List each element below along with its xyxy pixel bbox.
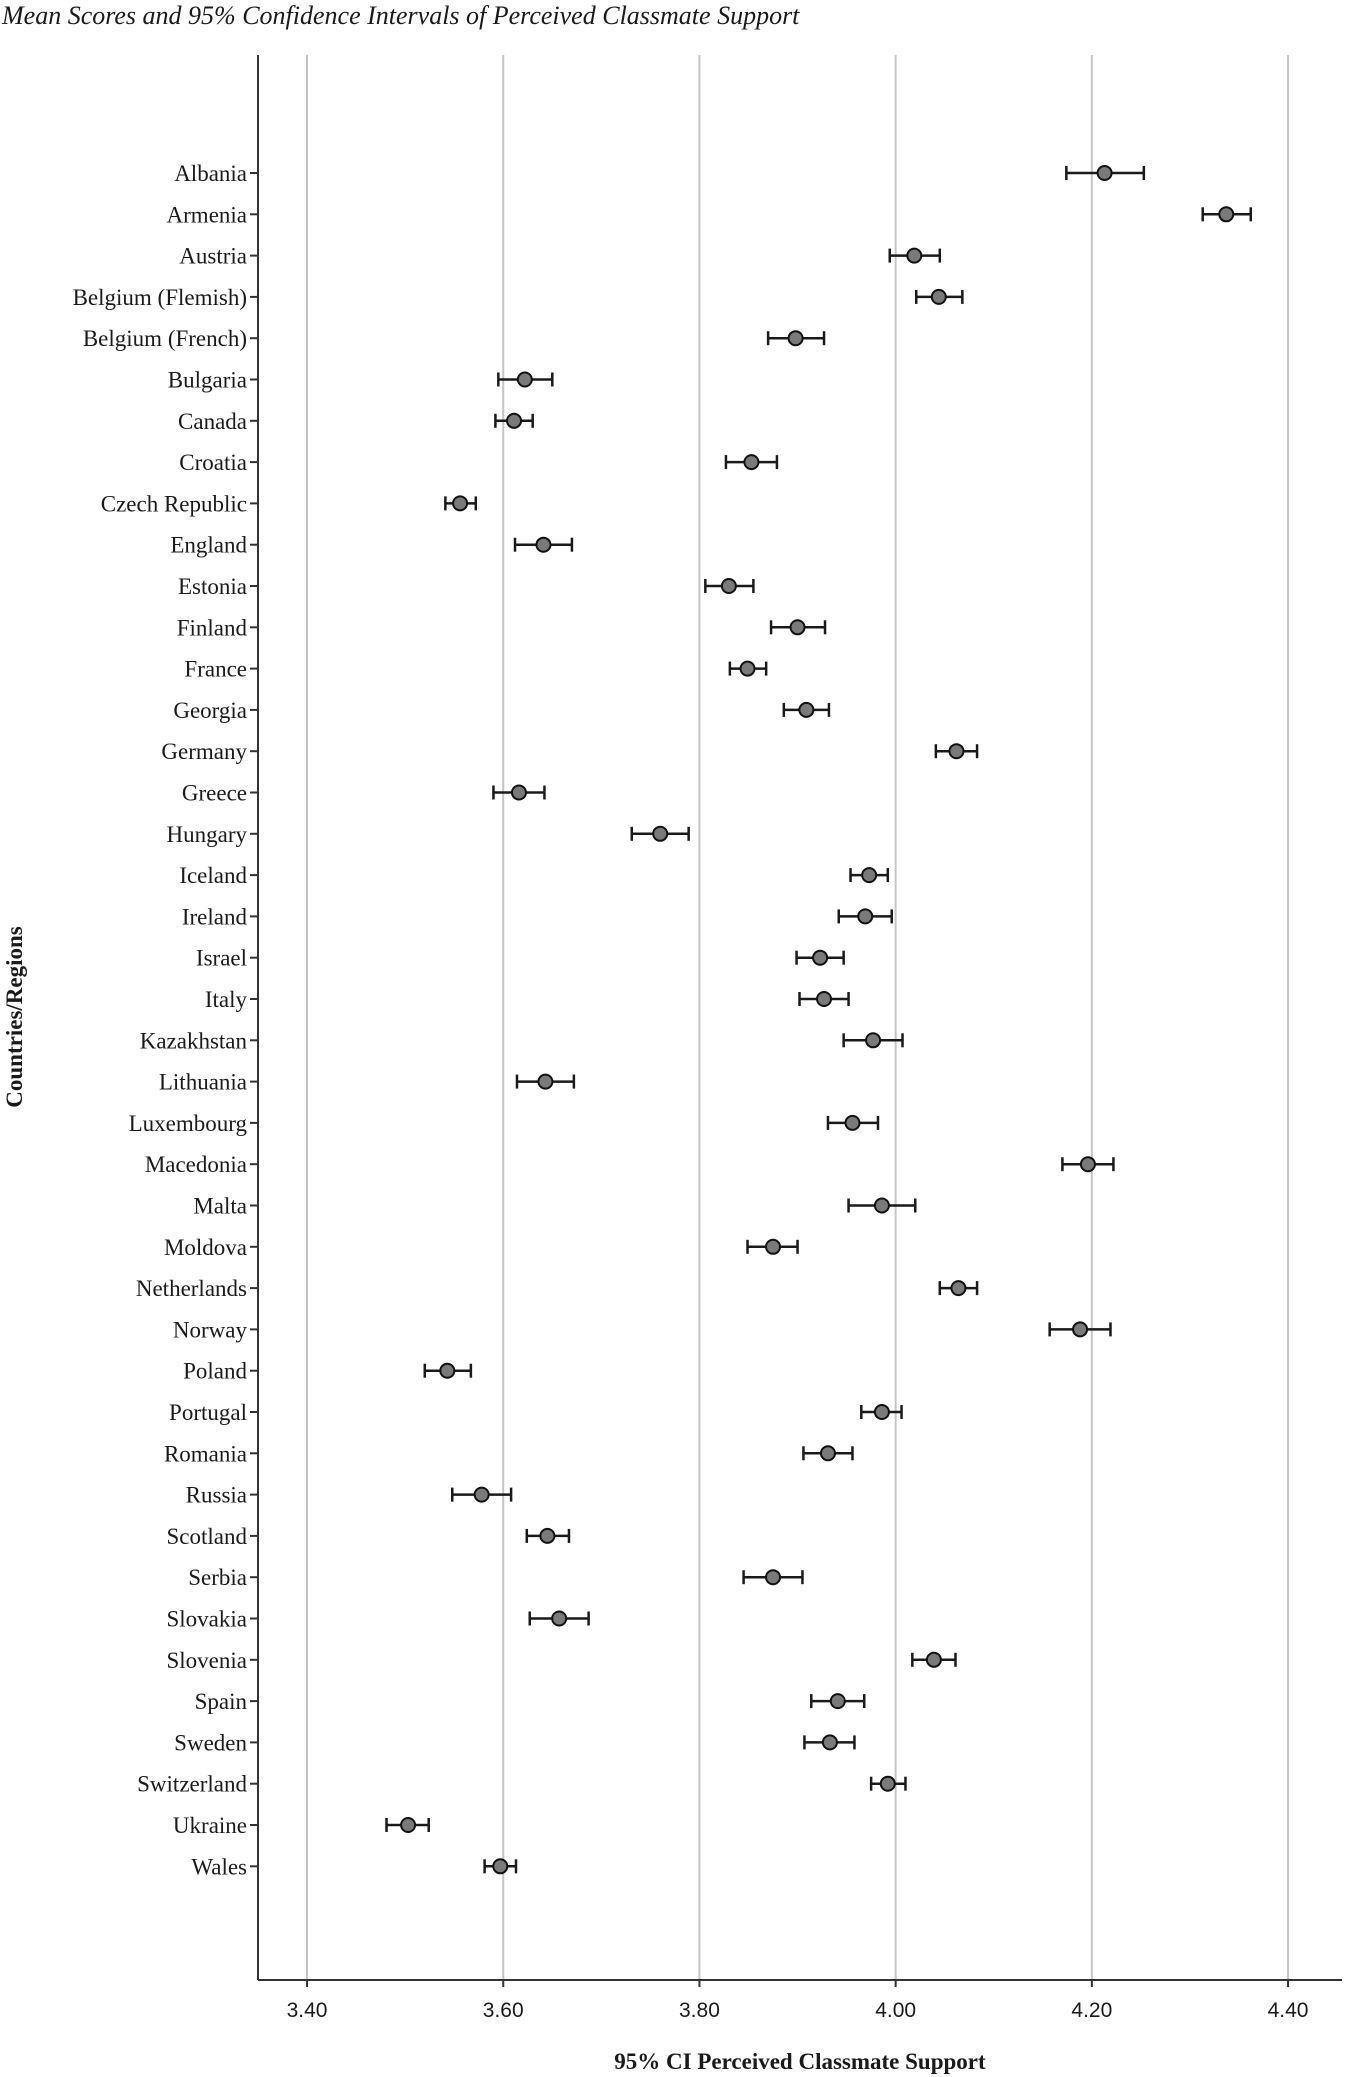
x-tick-labels [287, 1980, 1309, 2022]
mean-point [791, 620, 805, 634]
category-label: Canada [178, 408, 247, 434]
ci-row [1062, 1157, 1113, 1171]
y-axis-title: Countries/Regions [2, 926, 27, 1108]
ci-row [851, 868, 888, 882]
ci-row [387, 1818, 429, 1832]
x-axis-title: 95% CI Perceived Classmate Support [614, 2049, 986, 2074]
category-label: Wales [191, 1854, 247, 1880]
mean-point [817, 992, 831, 1006]
category-label: Greece [181, 780, 247, 806]
mean-point [932, 290, 946, 304]
mean-point [949, 744, 963, 758]
mean-point [845, 1116, 859, 1130]
mean-point [1098, 166, 1112, 180]
mean-point [538, 1075, 552, 1089]
category-label: Georgia [173, 697, 247, 723]
category-label: Estonia [178, 574, 247, 599]
ci-marks [387, 166, 1251, 1873]
ci-row [828, 1116, 878, 1130]
ci-row [797, 951, 844, 965]
ci-row [768, 331, 824, 345]
category-label: Ukraine [172, 1813, 247, 1838]
mean-point [475, 1488, 489, 1502]
ci-row [1203, 207, 1251, 221]
x-tick-label: 3.60 [482, 1999, 524, 2022]
category-label: Slovenia [166, 1647, 247, 1673]
category-label: France [184, 656, 247, 682]
category-label: Armenia [166, 202, 247, 228]
category-label: Albania [174, 161, 247, 186]
x-tick-label: 4.40 [1267, 1999, 1309, 2022]
ci-row [493, 786, 544, 800]
ci-row [1050, 1322, 1111, 1336]
mean-point [821, 1446, 835, 1460]
category-label: Poland [183, 1358, 247, 1384]
mean-point [1219, 207, 1233, 221]
mean-point [552, 1612, 566, 1626]
mean-point [858, 909, 872, 923]
mean-point [744, 455, 758, 469]
category-label: Macedonia [144, 1152, 247, 1178]
x-tick-label: 4.20 [1071, 1999, 1113, 2022]
x-tick-label: 3.40 [286, 1999, 328, 2022]
ci-row [940, 1281, 977, 1295]
category-label: Switzerland [137, 1771, 247, 1797]
category-label: Belgium (French) [82, 326, 247, 352]
category-label: Czech Republic [100, 491, 247, 517]
ci-row [871, 1777, 905, 1791]
ci-row [839, 909, 892, 923]
ci-row [803, 1446, 852, 1460]
category-label: Finland [176, 615, 247, 641]
mean-point [823, 1735, 837, 1749]
mean-point [875, 1405, 889, 1419]
category-label: Croatia [179, 450, 247, 476]
mean-point [1081, 1157, 1095, 1171]
category-label: Germany [161, 739, 247, 765]
mean-point [536, 538, 550, 552]
x-tick-label: 4.00 [875, 1999, 917, 2022]
mean-point [653, 827, 667, 841]
mean-point [927, 1653, 941, 1667]
category-label: Italy [204, 987, 247, 1012]
category-label: Portugal [169, 1400, 247, 1425]
ci-row [445, 496, 475, 510]
mean-point [799, 703, 813, 717]
mean-point [831, 1694, 845, 1708]
mean-point [507, 414, 521, 428]
category-labels [73, 161, 258, 1879]
mean-point [540, 1529, 554, 1543]
category-label: Scotland [166, 1523, 247, 1549]
ci-row [1066, 166, 1143, 180]
ci-row [515, 538, 572, 552]
mean-point [722, 579, 736, 593]
category-label: Norway [172, 1317, 247, 1343]
mean-point [453, 496, 467, 510]
mean-point [518, 373, 532, 387]
category-label: England [170, 532, 247, 558]
ci-row [804, 1735, 854, 1749]
category-label: Lithuania [158, 1069, 247, 1095]
ci-row [517, 1075, 574, 1089]
ci-row [912, 1653, 955, 1667]
mean-point [493, 1859, 507, 1873]
mean-point [1073, 1322, 1087, 1336]
ci-row [936, 744, 977, 758]
mean-point [512, 786, 526, 800]
x-tick-label: 3.80 [679, 1999, 720, 2022]
category-label: Bulgaria [167, 367, 247, 393]
chart-title: Mean Scores and 95% Confidence Intervals of Perceived Classmate Support [2, 1, 800, 30]
category-label: Romania [163, 1441, 247, 1467]
ci-row [800, 992, 849, 1006]
category-label: Slovakia [166, 1606, 247, 1632]
mean-point [766, 1570, 780, 1584]
category-label: Serbia [188, 1565, 247, 1591]
ci-row [705, 579, 753, 593]
mean-point [766, 1240, 780, 1254]
mean-point [866, 1033, 880, 1047]
category-label: Iceland [179, 863, 247, 889]
category-label: Kazakhstan [139, 1028, 247, 1054]
ci-row [495, 414, 532, 428]
mean-point [881, 1777, 895, 1791]
ci-row [527, 1529, 569, 1543]
ci-row [771, 620, 825, 634]
category-label: Hungary [166, 821, 247, 847]
category-label: Luxembourg [128, 1110, 247, 1136]
mean-point [741, 662, 755, 676]
category-label: Spain [194, 1689, 247, 1715]
category-label: Malta [193, 1193, 247, 1219]
mean-point [875, 1199, 889, 1213]
category-label: Belgium (Flemish) [72, 284, 247, 310]
ci-row [916, 290, 962, 304]
ci-row [632, 827, 689, 841]
ci-row [425, 1364, 471, 1378]
mean-point [862, 868, 876, 882]
category-label: Russia [185, 1482, 247, 1508]
category-label: Netherlands [135, 1276, 247, 1302]
ci-row [811, 1694, 864, 1708]
category-label: Israel [195, 945, 247, 971]
category-label: Ireland [181, 904, 247, 930]
ci-row [890, 249, 940, 263]
category-label: Sweden [174, 1730, 247, 1756]
mean-point [401, 1818, 415, 1832]
ci-row [784, 703, 829, 717]
ci-row [748, 1240, 798, 1254]
ci-row [498, 373, 552, 387]
mean-point [813, 951, 827, 965]
ci-row [485, 1859, 516, 1873]
ci-row [530, 1612, 589, 1626]
mean-point [951, 1281, 965, 1295]
category-label: Austria [179, 243, 247, 269]
mean-point [440, 1364, 454, 1378]
ci-row [730, 662, 766, 676]
category-label: Moldova [163, 1234, 247, 1260]
ci-row [849, 1199, 916, 1213]
mean-point [907, 249, 921, 263]
ci-row [844, 1033, 903, 1047]
ci-row [726, 455, 777, 469]
mean-point [789, 331, 803, 345]
ci-row [744, 1570, 803, 1584]
